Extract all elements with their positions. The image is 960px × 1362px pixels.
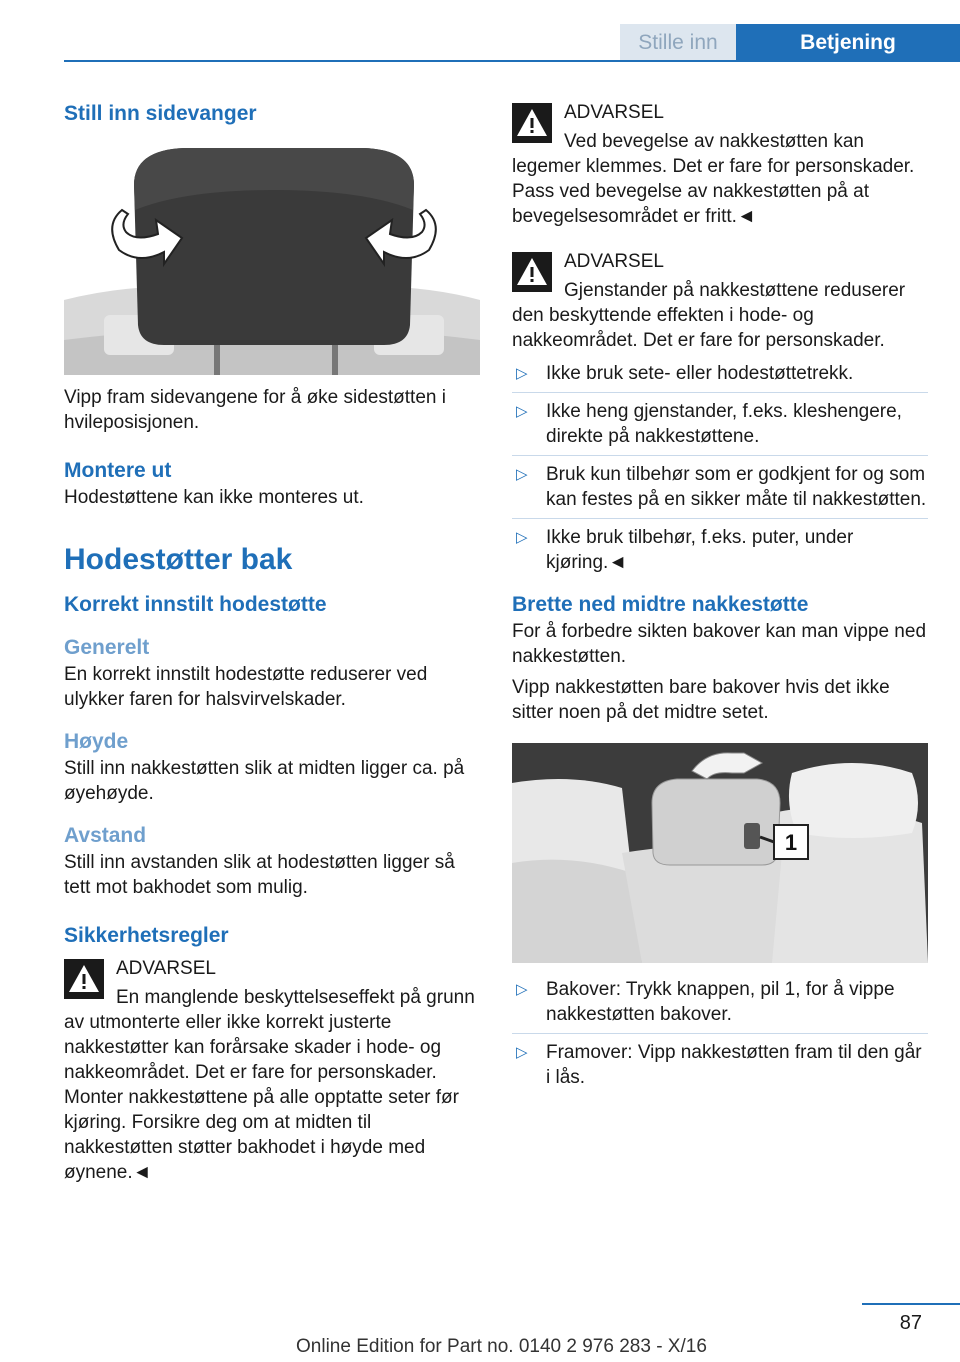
rear-center-headrest-image [512,743,928,963]
warning-icon [512,252,552,292]
footer-edition: Online Edition for Part no. 0140 2 976 283 - X/16 [296,1336,707,1357]
para-hoyde: Still inn nakkestøtten slik at midten ligger ca. på øyehøyde. [64,758,465,804]
list-item [512,399,928,456]
left-column [64,100,480,1185]
triangle-bullet-icon: ▷ [516,529,528,546]
warning-block-1 [512,100,928,229]
triangle-bullet-icon: ▷ [516,365,528,382]
warning-icon [64,959,104,999]
warning-label-2: ADVARSEL [564,251,664,272]
list-item [512,977,928,1034]
heading-hoyde: Høyde [64,730,129,753]
warning-bullet-list [512,361,928,575]
warning-text-2: Gjenstander på nakkestøttene reduserer den beskyttende effekten i hode- og nakkeområdet. Det er fare for personskader. [512,280,906,351]
heading-korrekt: Korrekt innstilt hodestøtte [64,593,327,616]
para-avstand: Still inn avstanden slik at hodestøtten ligger så tett mot bakhodet som mulig. [64,852,455,898]
right-column [512,100,928,1090]
triangle-bullet-icon: ▷ [516,403,528,420]
warning-block [64,956,480,1185]
list-item-text: Ikke bruk sete- eller hodestøttetrekk. [546,363,854,384]
heading-hodestotter-bak: Hodestøtter bak [64,543,293,576]
warning-block-2 [512,249,928,353]
heading-brette: Brette ned midtre nakkestøtte [512,593,809,616]
list-item-text: Ikke heng gjenstander, f.eks. kleshengere, direkte på nakkestøttene. [546,401,902,447]
tab-section[interactable]: Stille inn [620,24,736,62]
list-item [512,462,928,519]
list-item-text: Bruk kun tilbehør som er godkjent for og som kan festes på en sikker måte til nakkestøtten. [546,464,927,510]
tab-chapter[interactable]: Betjening [736,24,960,62]
heading-generelt: Generelt [64,636,150,659]
list-item-text: Framover: Vipp nakkestøtten fram til den går i lås. [546,1042,922,1088]
callout-number: 1 [784,830,798,855]
list-item [512,525,928,575]
heading-sikkerhetsregler: Sikkerhetsregler [64,924,229,947]
warning-icon [512,103,552,143]
headrest-side-wings-image [64,140,480,375]
headrest-figure [64,140,480,375]
heading-avstand: Avstand [64,824,147,847]
heading-sidevanger: Still inn sidevanger [64,102,257,125]
warning-label: ADVARSEL [116,958,216,979]
para-brette-1: For å forbedre sikten bakover kan man vippe ned nakkestøtten. [512,621,927,667]
header-rule [64,60,960,62]
triangle-bullet-icon: ▷ [516,466,528,483]
warning-label-1: ADVARSEL [564,102,664,123]
para-sidevanger: Vipp fram sidevangene for å øke sidestøtten i hvileposisjonen. [64,387,446,433]
para-montere: Hodestøttene kan ikke monteres ut. [64,487,364,508]
triangle-bullet-icon: ▷ [516,981,528,998]
list-item [512,361,928,393]
warning-text-1: Ved bevegelse av nakkestøtten kan legemer klemmes. Det er fare for personskader. Pass ved bevegelse av nakkestøtten på at bevegelsesområdet er fritt.◄ [512,131,915,227]
page-number: 87 [899,1312,922,1334]
list-item [512,1040,928,1090]
triangle-bullet-icon: ▷ [516,1044,528,1061]
para-generelt: En korrekt innstilt hodestøtte reduserer ved ulykker faren for halsvirvelskader. [64,664,428,710]
list-item-text: Bakover: Trykk knappen, pil 1, for å vippe nakkestøtten bakover. [546,979,895,1025]
warning-text: En manglende beskyttelseseffekt på grunn av utmonterte eller ikke korrekt justerte nakkestøtter kan forårsake skader i hode- og nakkeområdet. Det er fare for personskader. Monter nakkestøttene på alle opptatte seter før kjøring. Forsikre deg om at midten til nakkestøtten støtter bakhodet i høyde med øynene.◄ [64,987,475,1183]
para-brette-2: Vipp nakkestøtten bare bakover hvis det ikke sitter noen på det midtre setet. [512,677,890,723]
fold-bullet-list [512,977,928,1090]
heading-montere: Montere ut [64,459,172,482]
footer-rule [862,1303,960,1305]
rear-headrest-figure [512,743,928,963]
list-item-text: Ikke bruk tilbehør, f.eks. puter, under kjøring.◄ [546,527,854,573]
